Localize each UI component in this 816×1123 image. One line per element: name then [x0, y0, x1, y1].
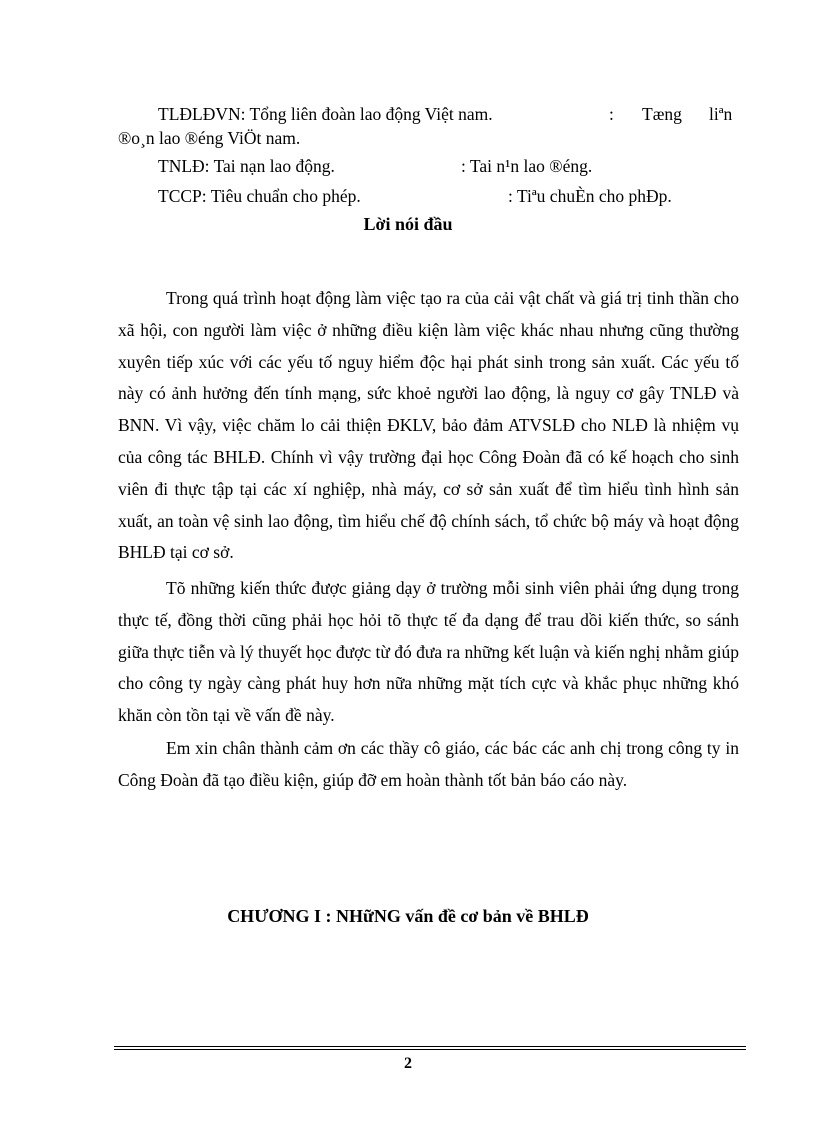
paragraph-knowledge: Tõ những kiến thức được giảng dạy ở trường mỗi sinh viên phải ứng dụng trong thực tế, đồng thời cũng phải học hỏi tõ thực tế đa dạng để trau dồi kiến thức, so sánh giữa thực tiễn và lý thuyết học được từ đó đưa ra những kết luận và kiến nghị nhằm giúp cho công ty ngày càng phát huy hơn nữa những mặt tích cực và khắc phục những khó khăn còn tồn tại về vấn đề này. [118, 578, 739, 726]
abbreviation-tccp-legacy: : Tiªu chuÈn cho phÐp. [508, 186, 672, 206]
abbreviation-tnld-legacy: : Tai n¹n lao ®éng. [461, 156, 593, 176]
footer-rule-top [114, 1046, 746, 1047]
abbreviation-tnld: TNLĐ: Tai nạn lao động. [158, 156, 335, 176]
paragraph-thanks: Em xin chân thành cảm ơn các thầy cô giáo, các bác các anh chị trong công ty in Công Đoàn đã tạo điều kiện, giúp đỡ em hoàn thành tốt bản báo cáo này. [118, 738, 739, 790]
abbreviation-legacy-text-a: Tæng [642, 104, 682, 124]
abbreviation-legacy-text-b: liªn [709, 104, 733, 124]
abbreviation-legacy-text-cont: ®o¸n lao ®éng ViÖt nam. [118, 128, 301, 148]
abbreviation-tccp: TCCP: Tiêu chuẩn cho phép. [158, 186, 361, 206]
page-number: 2 [404, 1055, 412, 1072]
abbreviation-tldldvn: TLĐLĐVN: Tổng liên đoàn lao động Việt nam. [158, 104, 493, 124]
footer-rule-bottom [114, 1049, 746, 1050]
abbreviation-colon: : [609, 104, 614, 124]
page-title: Lời nói đầu [363, 214, 453, 234]
paragraph-intro: Trong quá trình hoạt động làm việc tạo ra của cải vật chất và giá trị tinh thần cho xã hội, con người làm việc ở những điều kiện làm việc khác nhau nhưng cũng thường xuyên tiếp xúc với các yếu tố nguy hiểm độc hại phát sinh trong sản xuất. Các yếu tố này có ảnh hưởng đến tính mạng, sức khoẻ người lao động, là nguy cơ gây TNLĐ và BNN. Vì vậy, việc chăm lo cải thiện ĐKLV, bảo đảm ATVSLĐ cho NLĐ là nhiệm vụ của công tác BHLĐ. Chính vì vậy trường đại học Công Đoàn đã có kế hoạch cho sinh viên đi thực tập tại các xí nghiệp, nhà máy, cơ sở sản xuất để tìm hiểu tình hình sản xuất, an toàn vệ sinh lao động, tìm hiểu chế độ chính sách, tổ chức bộ máy và hoạt động BHLĐ tại cơ sở. [118, 288, 739, 563]
chapter-heading: CHƯƠNG I : NHữNG vấn đề cơ bản về BHLĐ [227, 906, 589, 926]
